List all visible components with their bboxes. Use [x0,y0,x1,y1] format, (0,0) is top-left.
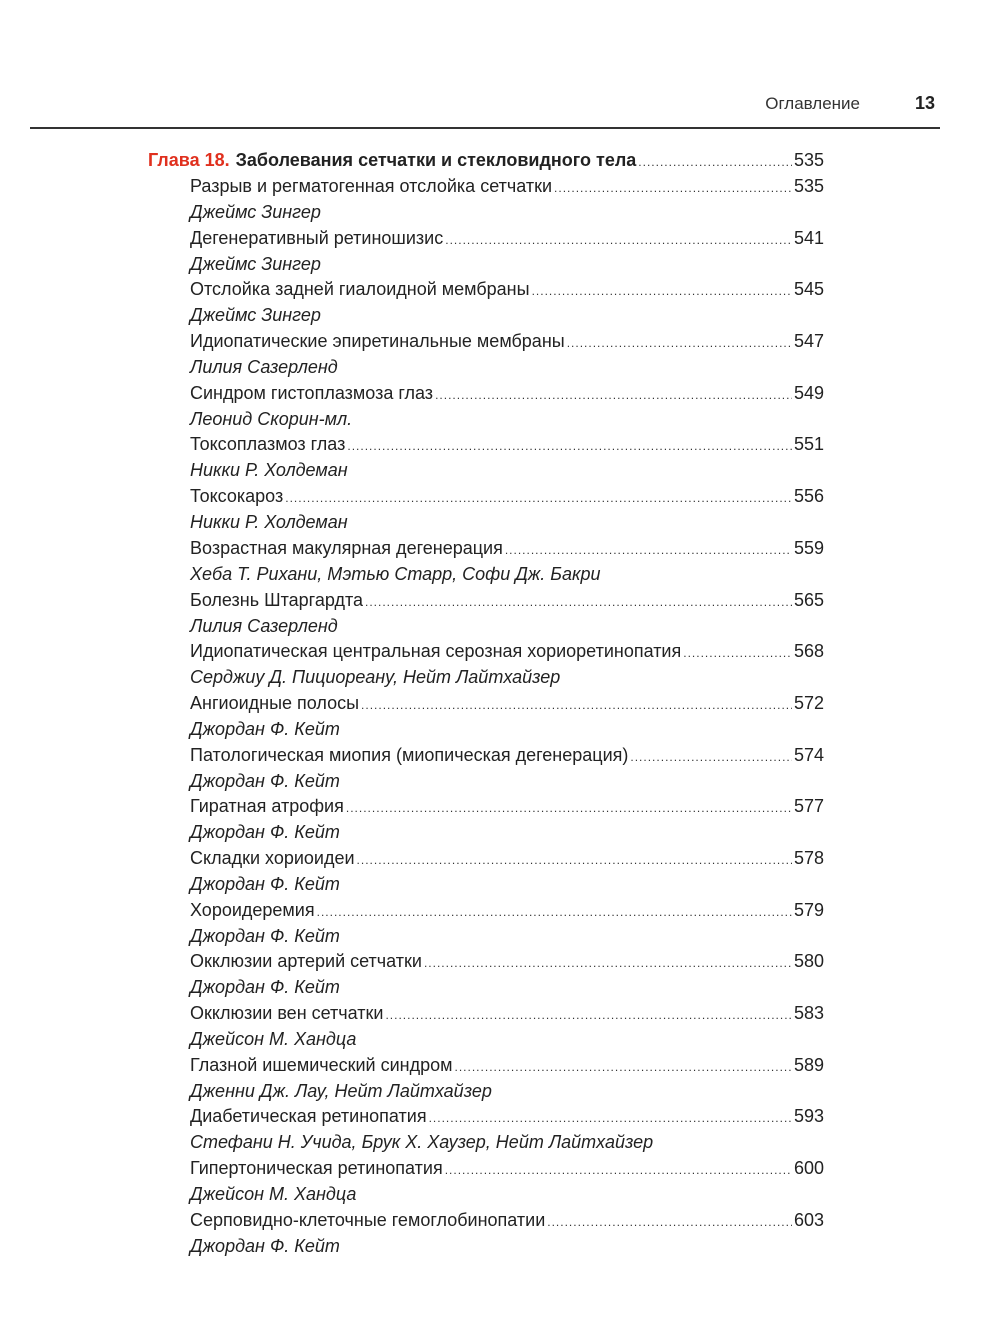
toc-entry-title: Хороидеремия [190,899,315,920]
toc-entry-author: Лилия Сазерленд [190,357,338,378]
page-header [30,88,937,124]
toc-entry[interactable] [190,796,824,848]
toc-entry-page-number: 565 [793,589,824,610]
toc-entry-line [190,745,824,771]
dot-leader [532,284,792,298]
toc-entry-author: Джордан Ф. Кейт [190,873,340,894]
toc-entry-page-number: 574 [793,744,824,765]
toc-entry-page-number: 580 [793,951,824,972]
dot-leader [285,491,792,505]
dot-leader [435,388,792,402]
toc-entry-author: Джордан Ф. Кейт [190,977,340,998]
toc-entry-page-number: 578 [793,847,824,868]
toc-entry-line [190,176,824,202]
dot-leader [361,698,792,712]
dot-leader [683,646,792,660]
dot-leader [429,1111,792,1125]
chapter-label: Глава 18. [148,150,230,170]
toc-entry-author: Никки Р. Холдеман [190,460,348,481]
toc-entry-line [190,331,824,357]
toc-entry-title: Гиратная атрофия [190,796,344,817]
toc-entry-line [190,1158,824,1184]
dot-leader [357,853,792,867]
toc-entry-title: Болезнь Штаргардта [190,589,364,610]
toc-entry[interactable] [190,590,824,642]
toc-entry-page-number: 556 [793,486,824,507]
dot-leader [547,1215,792,1229]
toc-entry-page-number: 589 [793,1054,824,1075]
toc-entry-line [190,1055,824,1081]
toc-entry-title: Разрыв и регматогенная отслойка сетчатки [190,176,553,196]
toc-entry-author: Дженни Дж. Лау, Нейт Лайтхайзер [190,1080,492,1101]
toc-entry-line [190,486,824,512]
toc-entry-author: Джордан Ф. Кейт [190,770,340,791]
toc-entry-title: Токсоплазмоз глаз [190,434,346,455]
toc-entry-author: Джеймс Зингер [190,253,321,274]
toc-entry-list [190,176,824,1261]
toc-entry-author: Джордан Ф. Кейт [190,718,340,739]
toc-entry-title: Идиопатическая центральная серозная хориоретинопатия [190,641,682,662]
toc-entry-page-number: 593 [793,1106,824,1127]
toc-entry-author: Джордан Ф. Кейт [190,822,340,843]
toc-entry[interactable] [190,1158,824,1210]
chapter-heading[interactable] [148,150,824,176]
dot-leader [567,336,792,350]
toc-entry-page-number: 568 [793,641,824,662]
toc-entry-line [190,279,824,305]
toc-entry[interactable] [190,641,824,693]
toc-entry-title: Идиопатические эпиретинальные мембраны [190,331,565,352]
toc-entry[interactable] [190,486,824,538]
dot-leader [505,543,792,557]
toc-entry[interactable] [190,745,824,797]
toc-entry[interactable] [190,383,824,435]
toc-entry-author: Джейсон М. Хандца [190,1029,357,1049]
toc-entry-title: Ангиоидные полосы [190,692,360,713]
toc-entry-page-number: 559 [793,537,824,558]
toc-entry-title: Отслойка задней гиалоидной мембраны [190,279,530,300]
dot-leader [346,801,792,815]
toc-entry-author: Никки Р. Холдеман [190,512,348,533]
toc-entry-line [190,693,824,719]
toc-entry-title: Дегенеративный ретиношизис [190,227,444,248]
toc-entry-line [190,228,824,254]
toc-entry[interactable] [190,331,824,383]
toc-entry-page-number: 547 [793,331,824,352]
toc-entry-line [190,434,824,460]
dot-leader [365,595,792,609]
toc-entry-page-number: 535 [793,176,824,196]
toc-entry-author: Джейсон М. Хандца [190,1184,357,1205]
toc-entry-author: Лилия Сазерленд [190,615,338,636]
toc-entry[interactable] [190,1003,824,1055]
toc-entry-page-number: 551 [793,434,824,455]
toc-entry[interactable] [190,900,824,952]
toc-entry-line [190,590,824,616]
toc-entry[interactable] [190,693,824,745]
toc-entry-title: Глазной ишемический синдром [190,1054,453,1075]
toc-entry[interactable] [190,279,824,331]
toc-entry-title: Патологическая миопия (миопическая дегенерация) [190,744,629,765]
toc-entry-page-number: 572 [793,692,824,713]
toc-entry-title: Окклюзии артерий сетчатки [190,951,422,972]
toc-entry-page-number: 600 [793,1158,824,1179]
toc-entry-author: Хеба Т. Рихани, Мэтью Старр, Софи Дж. Бакри [190,563,601,584]
dot-leader [638,155,792,169]
toc-entry[interactable] [190,951,824,1003]
dot-leader [347,439,792,453]
dot-leader [630,750,792,764]
dot-leader [317,905,792,919]
toc-entry[interactable] [190,1106,824,1158]
table-of-contents [148,150,824,1261]
toc-entry-author: Стефани Н. Учида, Брук Х. Хаузер, Нейт Лайтхайзер [190,1132,654,1153]
toc-entry[interactable] [190,538,824,590]
toc-entry-page-number: 545 [793,279,824,300]
toc-entry-author: Джеймс Зингер [190,202,321,222]
toc-entry-title: Возрастная макулярная дегенерация [190,537,503,558]
toc-entry-line [190,641,824,667]
toc-entry-title: Токсокароз [190,486,284,507]
toc-entry-title: Серповидно-клеточные гемоглобинопатии [190,1209,546,1230]
toc-entry-line [190,1003,824,1029]
toc-entry-title: Синдром гистоплазмоза глаз [190,382,434,403]
toc-entry-line [190,951,824,977]
toc-entry[interactable] [190,228,824,280]
toc-entry-page-number: 579 [793,899,824,920]
toc-entry-author: Джордан Ф. Кейт [190,925,340,946]
dot-leader [424,956,792,970]
dot-leader [385,1008,791,1022]
page-number: 13 [914,93,935,113]
toc-entry-page-number: 541 [793,227,824,248]
toc-entry-author: Леонид Скорин-мл. [190,408,353,429]
chapter-page-number: 535 [793,150,824,170]
toc-entry-page-number: 577 [793,796,824,817]
toc-entry-line [190,383,824,409]
dot-leader [455,1060,792,1074]
toc-entry-page-number: 549 [793,382,824,403]
toc-entry-title: Гипертоническая ретинопатия [190,1158,443,1179]
toc-entry[interactable] [190,434,824,486]
toc-entry-line [190,848,824,874]
toc-entry[interactable] [190,1210,824,1262]
toc-entry-line [190,796,824,822]
dot-leader [445,233,792,247]
toc-entry[interactable] [190,1055,824,1107]
toc-entry-line [190,1106,824,1132]
running-title: Оглавление [765,94,860,113]
toc-entry[interactable] [190,176,824,228]
toc-entry-author: Джеймс Зингер [190,305,321,326]
toc-entry-page-number: 603 [793,1209,824,1230]
toc-entry-author: Серджиу Д. Пициореану, Нейт Лайтхайзер [190,667,561,688]
toc-entry-line [190,900,824,926]
toc-entry-title: Диабетическая ретинопатия [190,1106,427,1127]
toc-entry-line [190,538,824,564]
toc-entry-title: Окклюзии вен сетчатки [190,1003,384,1023]
toc-entry-author: Джордан Ф. Кейт [190,1235,340,1256]
chapter-title: Заболевания сетчатки и стекловидного тела [235,150,637,170]
toc-entry-line [190,1210,824,1236]
dot-leader [554,181,792,195]
toc-entry-page-number: 583 [793,1003,824,1023]
toc-entry-title: Складки хориоидеи [190,847,355,868]
toc-entry[interactable] [190,848,824,900]
dot-leader [445,1163,792,1177]
header-rule [30,127,940,129]
